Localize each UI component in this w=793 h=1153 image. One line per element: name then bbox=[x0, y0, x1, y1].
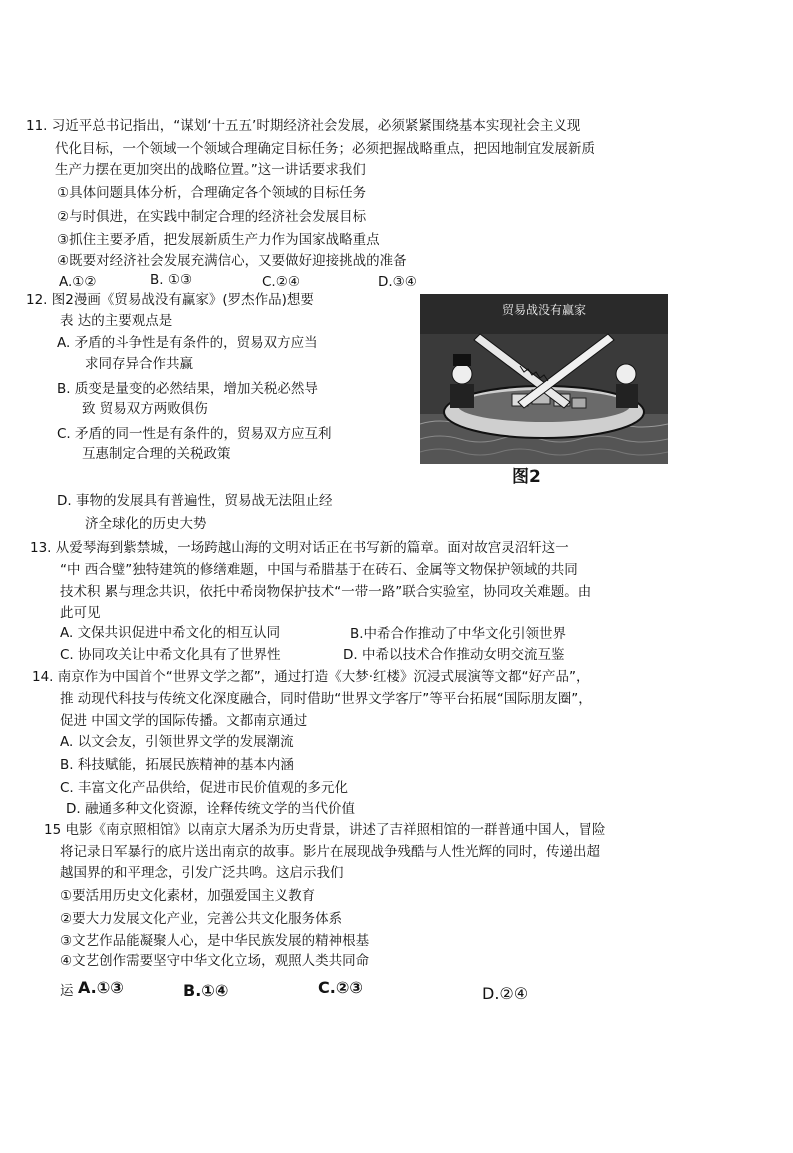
q12-stem-line2: 表 达的主要观点是 bbox=[60, 313, 173, 329]
q15-statement-3: ③文艺作品能凝聚人心，是中华民族发展的精神根基 bbox=[60, 933, 370, 949]
cartoon-title: 贸易战没有赢家 bbox=[501, 303, 587, 317]
q11-choice-a: A.①② bbox=[59, 274, 97, 290]
q12-stem-line1: 12. 图2漫画《贸易战没有赢家》(罗杰作品)想要 bbox=[26, 292, 314, 308]
q13-stem-line2: “中 西合璧”独特建筑的修缮难题，中国与希腊基于在砖石、金属等文物保护领域的共同 bbox=[60, 562, 578, 578]
q13-choice-c: C. 协同攻关让中希文化具有了世界性 bbox=[60, 647, 281, 663]
figure-2-label: 图2 bbox=[512, 467, 541, 487]
q15-choice-a: A.①③ bbox=[78, 978, 124, 997]
q11-statement-1: ①具体问题具体分析，合理确定各个领域的目标任务 bbox=[57, 185, 367, 201]
q15-statement-4: ④文艺创作需要坚守中华文化立场，观照人类共同命 bbox=[60, 953, 370, 969]
q14-stem-line3: 促进 中国文学的国际传播。文都南京通过 bbox=[60, 713, 308, 729]
q15-statement-4-continued: 运 bbox=[60, 983, 74, 999]
cartoon-illustration bbox=[420, 294, 668, 464]
q11-choice-b: B. ①③ bbox=[150, 272, 193, 288]
q11-choice-d: D.③④ bbox=[378, 274, 417, 290]
q12-choice-a-line1: A. 矛盾的斗争性是有条件的，贸易双方应当 bbox=[57, 335, 318, 351]
q15-statement-1: ①要活用历史文化素材，加强爱国主义教育 bbox=[60, 888, 316, 904]
q12-choice-b-line2: 致 贸易双方两败俱伤 bbox=[82, 401, 208, 417]
trade-war-cartoon bbox=[420, 294, 668, 464]
q11-stem-line3: 生产力摆在更加突出的战略位置。”这一讲话要求我们 bbox=[55, 162, 366, 178]
q13-stem-line3: 技术积 累与理念共识，依托中希岗物保护技术“一带一路”联合实验室，协同攻关难题。由 bbox=[60, 584, 592, 600]
q14-stem-line2: 推 动现代科技与传统文化深度融合，同时借助“世界文学客厅”等平台拓展“国际朋友圈”， bbox=[60, 691, 592, 707]
q12-choice-b-line1: B. 质变是量变的必然结果，增加关税必然导 bbox=[57, 381, 318, 397]
q14-choice-a: A. 以文会友，引领世界文学的发展潮流 bbox=[60, 734, 294, 750]
q12-choice-c-line1: C. 矛盾的同一性是有条件的，贸易双方应互利 bbox=[57, 426, 332, 442]
q14-stem-line1: 14. 南京作为中国首个“世界文学之都”，通过打造《大梦·红楼》沉浸式展演等文都“好产品”， bbox=[32, 669, 590, 685]
q14-choice-d: D. 融通多种文化资源，诠释传统文学的当代价值 bbox=[66, 801, 355, 817]
q13-choice-a: A. 文保共识促进中希文化的相互认同 bbox=[60, 625, 281, 641]
q11-statement-2: ②与时俱进，在实践中制定合理的经济社会发展目标 bbox=[57, 209, 367, 225]
q15-choice-c: C.②③ bbox=[318, 978, 363, 997]
q13-choice-d: D. 中希以技术合作推动女明交流互鉴 bbox=[343, 647, 565, 663]
q11-stem-line2: 代化目标，一个领域一个领域合理确定目标任务；必须把握战略重点，把因地制宜发展新质 bbox=[55, 141, 595, 157]
q14-choice-c: C. 丰富文化产品供给，促进市民价值观的多元化 bbox=[60, 780, 349, 796]
q15-stem-line3: 越国界的和平理念，引发广泛共鸣。这启示我们 bbox=[60, 865, 344, 881]
q13-stem-line4: 此可见 bbox=[60, 605, 101, 621]
q12-choice-a-line2: 求同存异合作共赢 bbox=[85, 356, 193, 372]
q11-stem-line1: 11. 习近平总书记指出，“谋划‘十五五’时期经济社会发展，必须紧紧围绕基本实现社会主义现 bbox=[26, 118, 581, 134]
q12-choice-d-line2: 济全球化的历史大势 bbox=[85, 516, 207, 532]
q12-choice-d-line1: D. 事物的发展具有普遍性，贸易战无法阻止经 bbox=[57, 493, 333, 509]
q15-stem-line2: 将记录日军暴行的底片送出南京的故事。影片在展现战争残酷与人性光辉的同时，传递出超 bbox=[60, 844, 600, 860]
q14-choice-b: B. 科技赋能，拓展民族精神的基本内涵 bbox=[60, 757, 294, 773]
q15-statement-2: ②要大力发展文化产业，完善公共文化服务体系 bbox=[60, 911, 343, 927]
q12-choice-c-line2: 互惠制定合理的关税政策 bbox=[82, 446, 231, 462]
q15-stem-line1: 15 电影《南京照相馆》以南京大屠杀为历史背景，讲述了吉祥照相馆的一群普通中国人，冒险 bbox=[44, 822, 606, 838]
q13-choice-b: B.中希合作推动了中华文化引领世界 bbox=[350, 626, 567, 642]
q11-choice-c: C.②④ bbox=[262, 274, 300, 290]
q11-statement-3: ③抓住主要矛盾，把发展新质生产力作为国家战略重点 bbox=[57, 232, 380, 248]
q13-stem-line1: 13. 从爱琴海到紫禁城，一场跨越山海的文明对话正在书写新的篇章。面对故宫灵沼轩这一 bbox=[30, 540, 569, 556]
q11-statement-4: ④既要对经济社会发展充满信心，又要做好迎接挑战的准备 bbox=[57, 253, 407, 269]
q15-choice-b: B.①④ bbox=[183, 981, 229, 1000]
q15-choice-d: D.②④ bbox=[482, 984, 529, 1003]
